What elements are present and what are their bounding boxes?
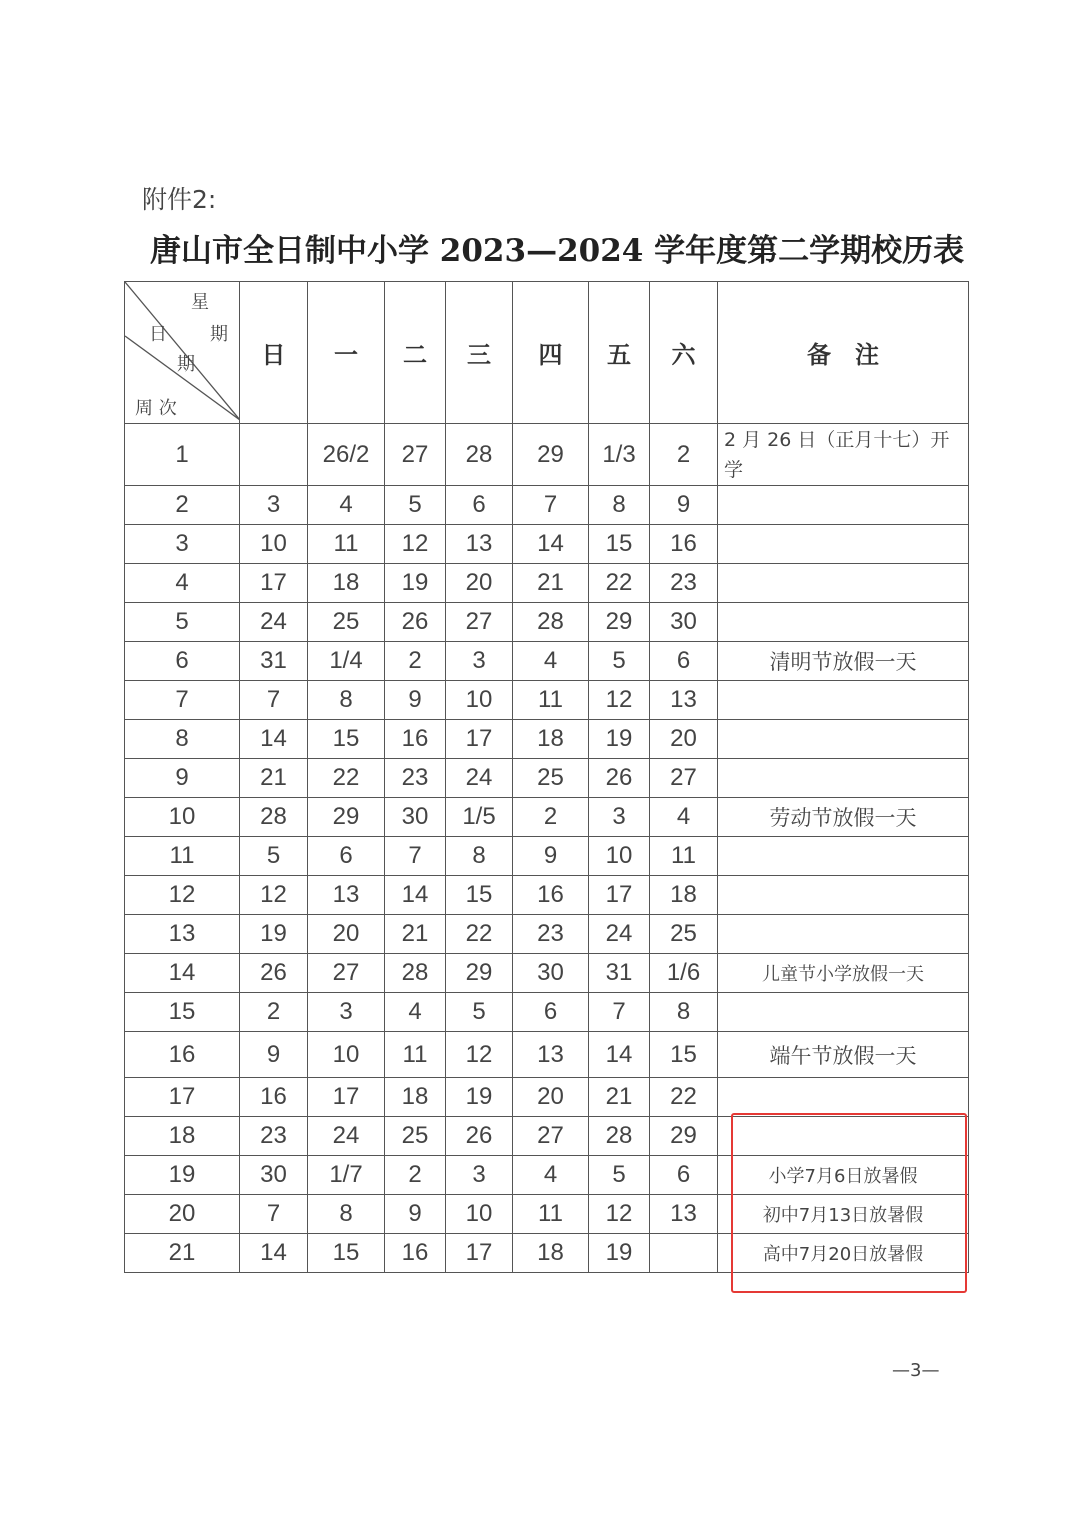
table-row — [125, 798, 969, 837]
date-cell: 18 — [308, 564, 385, 603]
date-cell: 14 — [240, 1234, 308, 1273]
date-cell — [240, 424, 308, 486]
date-cell: 15 — [308, 720, 385, 759]
header-row — [125, 282, 969, 424]
date-cell: 1/6 — [650, 954, 718, 993]
date-cell: 5 — [385, 486, 446, 525]
date-cell: 10 — [446, 1195, 513, 1234]
date-cell: 31 — [240, 642, 308, 681]
week-number-cell: 15 — [125, 993, 240, 1032]
date-cell: 3 — [589, 798, 650, 837]
date-cell: 2 — [385, 1156, 446, 1195]
date-cell: 8 — [589, 486, 650, 525]
week-number-cell: 20 — [125, 1195, 240, 1234]
table-row — [125, 1078, 969, 1117]
table-row — [125, 486, 969, 525]
table-row — [125, 915, 969, 954]
date-cell: 18 — [650, 876, 718, 915]
date-cell: 19 — [446, 1078, 513, 1117]
date-cell: 30 — [385, 798, 446, 837]
table-row — [125, 525, 969, 564]
date-cell: 16 — [385, 720, 446, 759]
date-cell: 2 — [385, 642, 446, 681]
corner-text-qi: 期 — [210, 324, 228, 345]
table-row — [125, 954, 969, 993]
table-row — [125, 837, 969, 876]
date-cell: 3 — [446, 642, 513, 681]
date-cell: 8 — [650, 993, 718, 1032]
remark-cell: 高中7月20日放暑假 — [718, 1234, 969, 1273]
date-cell: 26/2 — [308, 424, 385, 486]
table-row — [125, 876, 969, 915]
date-cell: 17 — [446, 720, 513, 759]
week-number-cell: 19 — [125, 1156, 240, 1195]
remark-cell: 小学7月6日放暑假 — [718, 1156, 969, 1195]
date-cell: 22 — [589, 564, 650, 603]
date-cell: 26 — [240, 954, 308, 993]
week-number-cell: 17 — [125, 1078, 240, 1117]
week-number-cell: 16 — [125, 1032, 240, 1078]
date-cell: 10 — [589, 837, 650, 876]
date-cell: 20 — [308, 915, 385, 954]
week-number-cell: 6 — [125, 642, 240, 681]
date-cell: 23 — [385, 759, 446, 798]
date-cell: 13 — [650, 681, 718, 720]
week-number-cell: 10 — [125, 798, 240, 837]
date-cell: 31 — [589, 954, 650, 993]
date-cell: 29 — [650, 1117, 718, 1156]
date-cell: 28 — [513, 603, 589, 642]
date-cell: 2 — [240, 993, 308, 1032]
date-cell: 6 — [446, 486, 513, 525]
table-row — [125, 564, 969, 603]
date-cell: 7 — [589, 993, 650, 1032]
date-cell: 7 — [240, 681, 308, 720]
week-number-cell: 18 — [125, 1117, 240, 1156]
date-cell: 26 — [385, 603, 446, 642]
header-sun: 日 — [240, 282, 308, 424]
date-cell: 17 — [308, 1078, 385, 1117]
remark-cell: 劳动节放假一天 — [718, 798, 969, 837]
corner-header-cell — [125, 282, 240, 424]
date-cell: 5 — [446, 993, 513, 1032]
date-cell: 11 — [385, 1032, 446, 1078]
date-cell: 8 — [308, 1195, 385, 1234]
date-cell: 18 — [513, 1234, 589, 1273]
date-cell: 21 — [240, 759, 308, 798]
page-title: 唐山市全日制中小学 2023—2024 学年度第二学期校历表 — [150, 233, 965, 269]
date-cell: 19 — [589, 720, 650, 759]
table-row — [125, 603, 969, 642]
date-cell: 16 — [385, 1234, 446, 1273]
date-cell: 19 — [385, 564, 446, 603]
remark-cell: 端午节放假一天 — [718, 1032, 969, 1078]
corner-text-xing: 星 — [191, 292, 209, 313]
date-cell: 9 — [385, 1195, 446, 1234]
remark-cell — [718, 993, 969, 1032]
attachment-label: 附件2: — [142, 185, 217, 214]
date-cell: 11 — [308, 525, 385, 564]
date-cell: 13 — [513, 1032, 589, 1078]
date-cell: 27 — [385, 424, 446, 486]
date-cell: 25 — [513, 759, 589, 798]
date-cell: 4 — [513, 642, 589, 681]
date-cell: 24 — [308, 1117, 385, 1156]
date-cell: 27 — [513, 1117, 589, 1156]
date-cell: 1/5 — [446, 798, 513, 837]
date-cell: 20 — [513, 1078, 589, 1117]
date-cell: 6 — [308, 837, 385, 876]
week-number-cell: 9 — [125, 759, 240, 798]
date-cell: 13 — [308, 876, 385, 915]
date-cell: 28 — [446, 424, 513, 486]
date-cell: 10 — [446, 681, 513, 720]
date-cell: 28 — [589, 1117, 650, 1156]
date-cell: 14 — [513, 525, 589, 564]
date-cell: 13 — [446, 525, 513, 564]
date-cell: 16 — [513, 876, 589, 915]
date-cell: 13 — [650, 1195, 718, 1234]
remark-cell — [718, 681, 969, 720]
date-cell: 9 — [513, 837, 589, 876]
date-cell: 11 — [513, 681, 589, 720]
date-cell: 23 — [650, 564, 718, 603]
date-cell: 11 — [513, 1195, 589, 1234]
date-cell: 4 — [385, 993, 446, 1032]
date-cell: 25 — [308, 603, 385, 642]
date-cell: 25 — [385, 1117, 446, 1156]
date-cell: 24 — [589, 915, 650, 954]
date-cell: 22 — [650, 1078, 718, 1117]
week-number-cell: 11 — [125, 837, 240, 876]
date-cell: 23 — [240, 1117, 308, 1156]
date-cell: 3 — [240, 486, 308, 525]
date-cell: 7 — [513, 486, 589, 525]
date-cell: 15 — [308, 1234, 385, 1273]
date-cell: 26 — [589, 759, 650, 798]
week-number-cell: 4 — [125, 564, 240, 603]
header-wed: 三 — [446, 282, 513, 424]
date-cell: 2 — [513, 798, 589, 837]
remark-cell — [718, 915, 969, 954]
date-cell: 23 — [513, 915, 589, 954]
remark-cell: 清明节放假一天 — [718, 642, 969, 681]
table-row — [125, 424, 969, 486]
table-row — [125, 720, 969, 759]
date-cell: 12 — [589, 1195, 650, 1234]
date-cell: 6 — [650, 1156, 718, 1195]
week-number-cell: 3 — [125, 525, 240, 564]
date-cell: 24 — [446, 759, 513, 798]
remark-cell — [718, 603, 969, 642]
date-cell: 27 — [446, 603, 513, 642]
date-cell: 29 — [513, 424, 589, 486]
date-cell: 29 — [589, 603, 650, 642]
date-cell: 18 — [385, 1078, 446, 1117]
date-cell: 14 — [589, 1032, 650, 1078]
date-cell: 15 — [650, 1032, 718, 1078]
date-cell: 8 — [446, 837, 513, 876]
header-tue: 二 — [385, 282, 446, 424]
table-row — [125, 642, 969, 681]
remark-cell — [718, 720, 969, 759]
date-cell: 22 — [446, 915, 513, 954]
date-cell: 15 — [589, 525, 650, 564]
date-cell: 12 — [385, 525, 446, 564]
date-cell: 22 — [308, 759, 385, 798]
week-number-cell: 7 — [125, 681, 240, 720]
date-cell: 6 — [650, 642, 718, 681]
date-cell: 30 — [513, 954, 589, 993]
remark-cell: 2 月 26 日（正月十七）开学 — [718, 424, 969, 486]
page-number: —3— — [892, 1360, 940, 1381]
date-cell: 3 — [308, 993, 385, 1032]
date-cell: 26 — [446, 1117, 513, 1156]
date-cell: 5 — [240, 837, 308, 876]
corner-text-qi2: 期 — [177, 354, 195, 375]
date-cell: 9 — [650, 486, 718, 525]
date-cell: 28 — [240, 798, 308, 837]
date-cell: 27 — [650, 759, 718, 798]
date-cell: 7 — [385, 837, 446, 876]
date-cell: 10 — [308, 1032, 385, 1078]
date-cell: 24 — [240, 603, 308, 642]
date-cell: 27 — [308, 954, 385, 993]
corner-text-week: 周 次 — [135, 398, 177, 419]
date-cell: 1/4 — [308, 642, 385, 681]
week-number-cell: 12 — [125, 876, 240, 915]
date-cell: 1/7 — [308, 1156, 385, 1195]
date-cell — [650, 1234, 718, 1273]
header-mon: 一 — [308, 282, 385, 424]
date-cell: 29 — [446, 954, 513, 993]
date-cell: 16 — [240, 1078, 308, 1117]
date-cell: 6 — [513, 993, 589, 1032]
date-cell: 12 — [589, 681, 650, 720]
week-number-cell: 5 — [125, 603, 240, 642]
date-cell: 17 — [446, 1234, 513, 1273]
date-cell: 30 — [650, 603, 718, 642]
remark-cell — [718, 759, 969, 798]
date-cell: 16 — [650, 525, 718, 564]
date-cell: 28 — [385, 954, 446, 993]
date-cell: 2 — [650, 424, 718, 486]
date-cell: 4 — [650, 798, 718, 837]
remark-cell — [718, 525, 969, 564]
summer-vacation-highlight — [731, 1113, 967, 1293]
date-cell: 17 — [589, 876, 650, 915]
header-remarks: 备 注 — [718, 282, 969, 424]
date-cell: 21 — [589, 1078, 650, 1117]
corner-text-ri: 日 — [149, 324, 167, 345]
remark-cell — [718, 564, 969, 603]
remark-cell — [718, 876, 969, 915]
date-cell: 11 — [650, 837, 718, 876]
date-cell: 15 — [446, 876, 513, 915]
table-row — [125, 759, 969, 798]
remark-cell — [718, 837, 969, 876]
date-cell: 18 — [513, 720, 589, 759]
date-cell: 20 — [446, 564, 513, 603]
date-cell: 17 — [240, 564, 308, 603]
date-cell: 30 — [240, 1156, 308, 1195]
date-cell: 12 — [446, 1032, 513, 1078]
date-cell: 21 — [513, 564, 589, 603]
header-thu: 四 — [513, 282, 589, 424]
remark-cell — [718, 486, 969, 525]
date-cell: 5 — [589, 1156, 650, 1195]
header-fri: 五 — [589, 282, 650, 424]
date-cell: 19 — [240, 915, 308, 954]
date-cell: 20 — [650, 720, 718, 759]
date-cell: 14 — [240, 720, 308, 759]
remark-cell: 初中7月13日放暑假 — [718, 1195, 969, 1234]
date-cell: 4 — [308, 486, 385, 525]
remark-cell — [718, 1078, 969, 1117]
date-cell: 3 — [446, 1156, 513, 1195]
table-row — [125, 993, 969, 1032]
week-number-cell: 2 — [125, 486, 240, 525]
date-cell: 12 — [240, 876, 308, 915]
date-cell: 14 — [385, 876, 446, 915]
date-cell: 4 — [513, 1156, 589, 1195]
date-cell: 9 — [385, 681, 446, 720]
table-row — [125, 1032, 969, 1078]
date-cell: 19 — [589, 1234, 650, 1273]
date-cell: 29 — [308, 798, 385, 837]
date-cell: 8 — [308, 681, 385, 720]
date-cell: 9 — [240, 1032, 308, 1078]
week-number-cell: 21 — [125, 1234, 240, 1273]
remark-cell: 儿童节小学放假一天 — [718, 954, 969, 993]
week-number-cell: 13 — [125, 915, 240, 954]
week-number-cell: 14 — [125, 954, 240, 993]
table-row — [125, 681, 969, 720]
date-cell: 25 — [650, 915, 718, 954]
header-sat: 六 — [650, 282, 718, 424]
date-cell: 21 — [385, 915, 446, 954]
date-cell: 1/3 — [589, 424, 650, 486]
date-cell: 7 — [240, 1195, 308, 1234]
week-number-cell: 1 — [125, 424, 240, 486]
week-number-cell: 8 — [125, 720, 240, 759]
date-cell: 10 — [240, 525, 308, 564]
date-cell: 5 — [589, 642, 650, 681]
